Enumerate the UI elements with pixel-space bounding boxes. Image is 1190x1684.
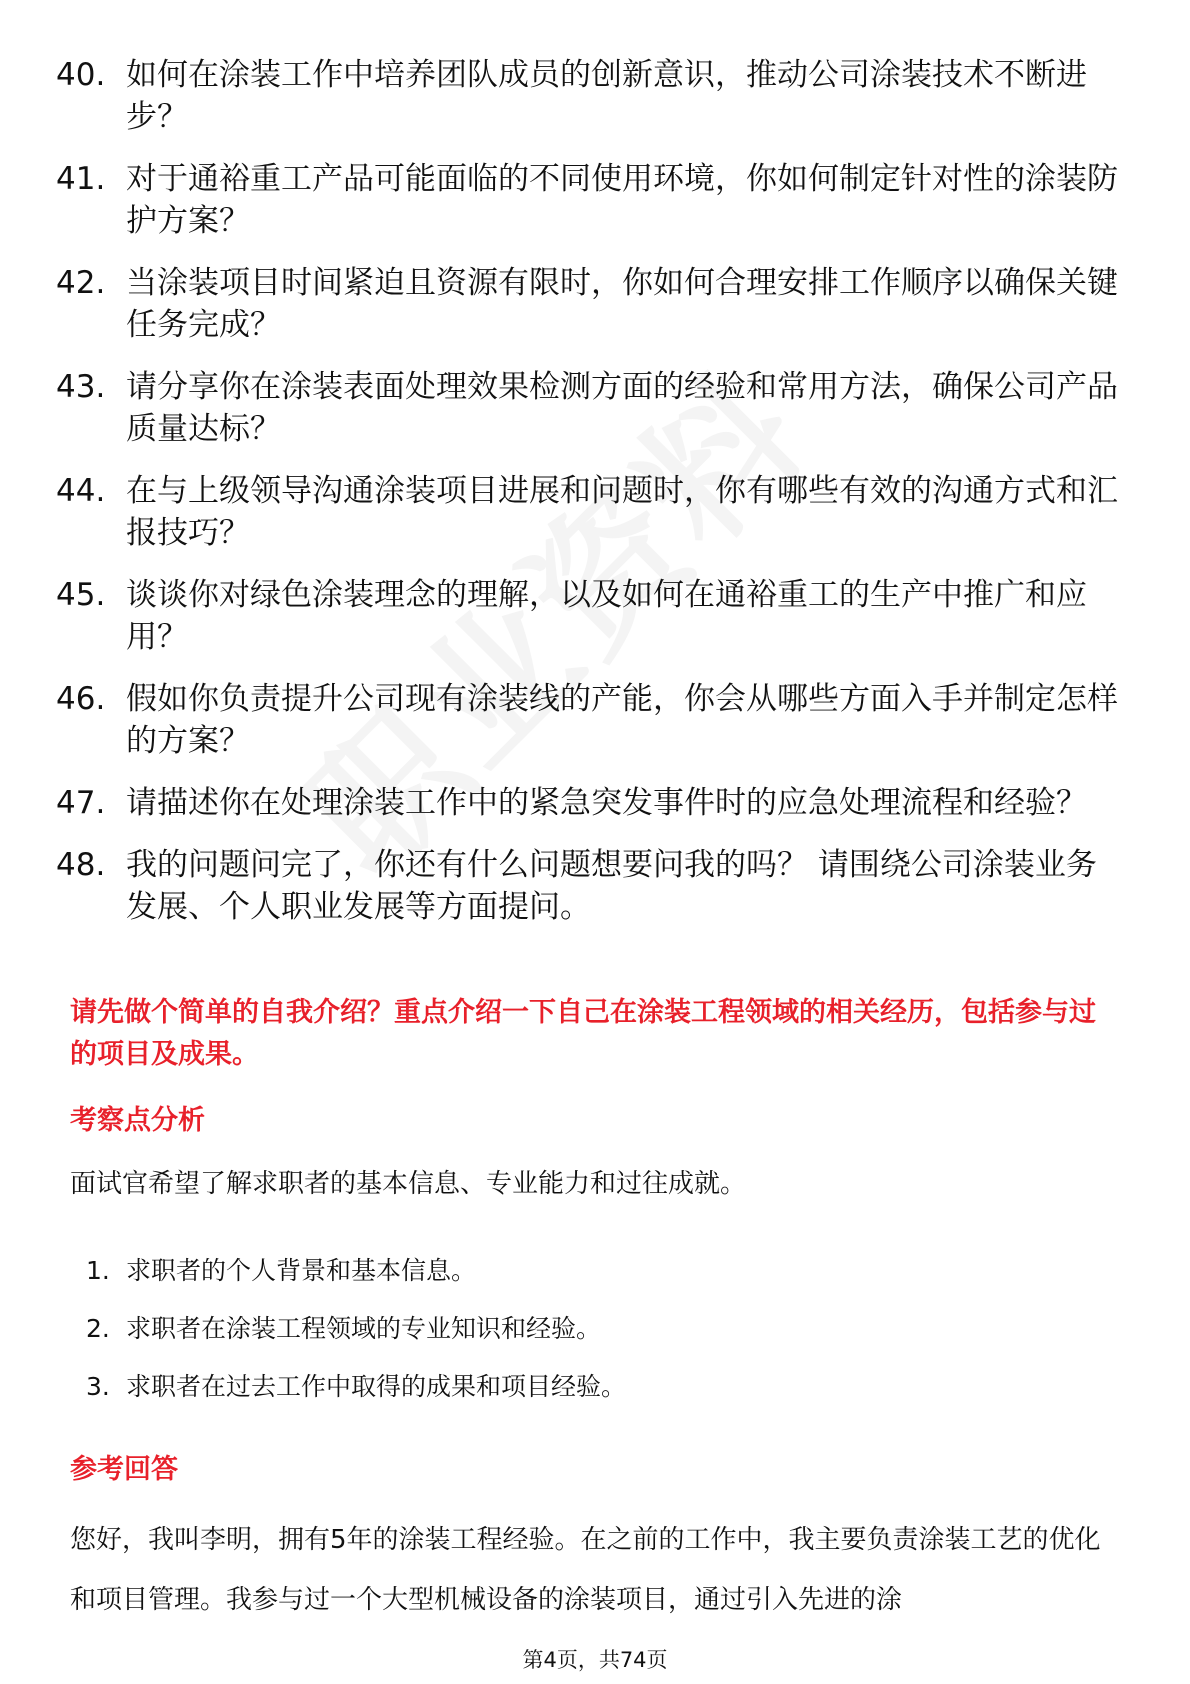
question-item (56, 844, 1136, 928)
question-number: 47. (56, 785, 106, 821)
question-text: 我的问题问完了，你还有什么问题想要问我的吗？ 请围绕公司涂装业务发展、个人职业发展等方面提问。 (126, 847, 1097, 925)
question-number: 42. (56, 265, 106, 301)
question-number: 40. (56, 57, 106, 93)
list-number: 2. (86, 1314, 110, 1343)
question-number: 48. (56, 847, 106, 883)
list-item (86, 1254, 1086, 1288)
list-text: 求职者的个人背景和基本信息。 (126, 1256, 477, 1285)
page-footer: 第4页，共74页 (522, 1648, 668, 1672)
question-item (56, 782, 1136, 824)
question-text: 请描述你在处理涂装工作中的紧急突发事件时的应急处理流程和经验？ (126, 785, 1087, 821)
question-item (56, 158, 1136, 242)
list-text: 求职者在涂装工程领域的专业知识和经验。 (126, 1314, 602, 1343)
question-item (56, 54, 1136, 138)
analysis-heading: 考察点分析 (70, 1105, 205, 1136)
question-text: 请分享你在涂装表面处理效果检测方面的经验和常用方法，确保公司产品质量达标？ (126, 369, 1118, 447)
analysis-points (86, 1254, 1086, 1428)
question-number: 45. (56, 577, 106, 613)
question-text: 对于通裕重工产品可能面临的不同使用环境，你如何制定针对性的涂装防护方案？ (126, 161, 1118, 239)
list-number: 3. (86, 1372, 110, 1401)
featured-question: 请先做个简单的自我介绍？重点介绍一下自己在涂装工程领域的相关经历，包括参与过的项目及成果。 (70, 997, 1096, 1070)
question-list (56, 54, 1136, 948)
question-item (56, 470, 1136, 554)
question-number: 46. (56, 681, 106, 717)
question-text: 如何在涂装工作中培养团队成员的创新意识，推动公司涂装技术不断进步？ (126, 57, 1087, 135)
list-number: 1. (86, 1256, 110, 1285)
question-text: 假如你负责提升公司现有涂装线的产能，你会从哪些方面入手并制定怎样的方案？ (126, 681, 1118, 759)
question-number: 44. (56, 473, 106, 509)
list-item (86, 1312, 1086, 1346)
reference-heading: 参考回答 (70, 1454, 178, 1485)
question-item (56, 366, 1136, 450)
analysis-intro: 面试官希望了解求职者的基本信息、专业能力和过往成就。 (70, 1169, 747, 1199)
question-text: 谈谈你对绿色涂装理念的理解，以及如何在通裕重工的生产中推广和应用？ (126, 577, 1087, 655)
question-item (56, 574, 1136, 658)
question-text: 在与上级领导沟通涂装项目进展和问题时，你有哪些有效的沟通方式和汇报技巧？ (126, 473, 1118, 551)
question-item (56, 678, 1136, 762)
list-item (86, 1370, 1086, 1404)
question-item (56, 262, 1136, 346)
question-text: 当涂装项目时间紧迫且资源有限时，你如何合理安排工作顺序以确保关键任务完成？ (126, 265, 1118, 343)
question-number: 43. (56, 369, 106, 405)
list-text: 求职者在过去工作中取得的成果和项目经验。 (126, 1372, 627, 1401)
reference-answer: 您好，我叫李明，拥有5年的涂装工程经验。在之前的工作中，我主要负责涂装工艺的优化和项目管理。我参与过一个大型机械设备的涂装项目，通过引入先进的涂 (70, 1525, 1101, 1615)
question-number: 41. (56, 161, 106, 197)
